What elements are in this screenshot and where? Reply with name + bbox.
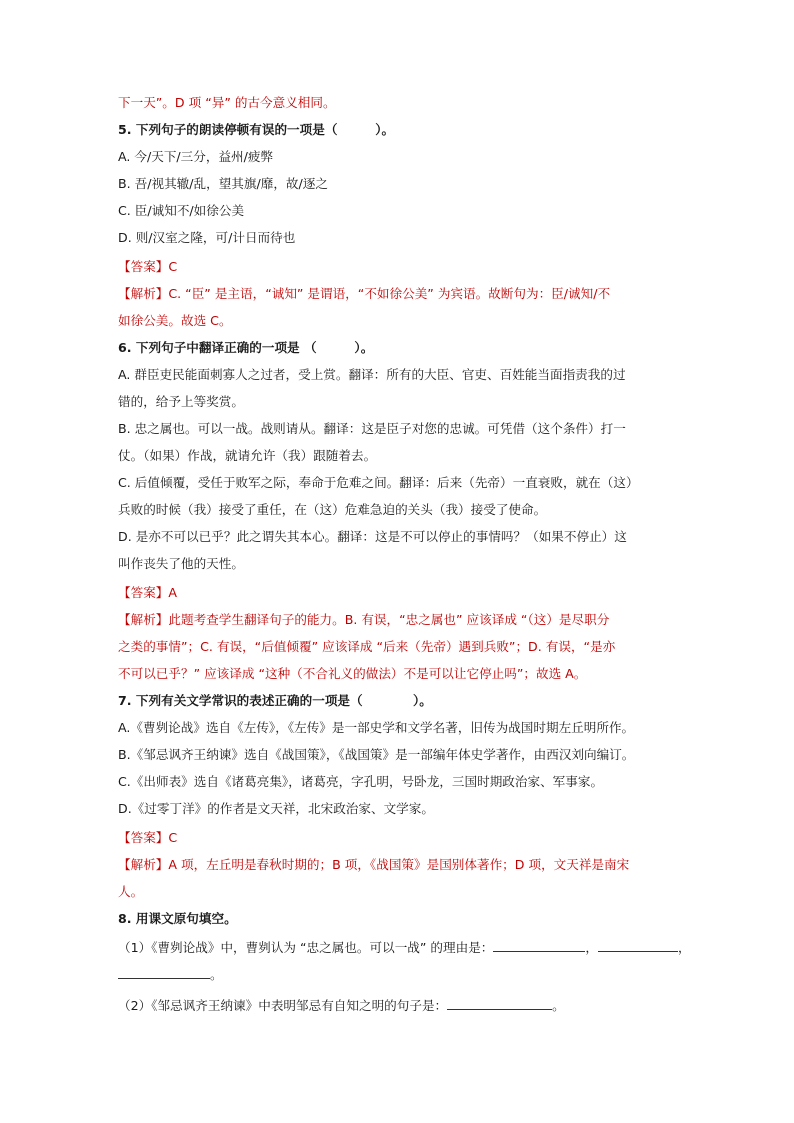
explanation-7-line2: 人。 bbox=[118, 884, 144, 899]
option-6b-line2: 仗。（如果）作战，就请允许（我）跟随着去。 bbox=[118, 448, 377, 463]
question-8: 8. 用课文原句填空。 bbox=[118, 911, 237, 926]
question-7: 7. 下列有关文学常识的表述正确的一项是（ ）。 bbox=[118, 693, 432, 708]
separator: ， bbox=[678, 940, 691, 955]
answer-5 bbox=[118, 257, 177, 277]
explanation-6-line1 bbox=[118, 610, 609, 630]
answer-value: A bbox=[168, 585, 177, 600]
option-6c-line2: 兵败的时候（我）接受了重任，在（这）危难急迫的关头（我）接受了使命。 bbox=[118, 502, 547, 517]
answer-blank[interactable] bbox=[447, 996, 552, 1010]
period: 。 bbox=[210, 967, 223, 982]
option-7d: D.《过零丁洋》的作者是文天祥，北宋政治家、文学家。 bbox=[118, 801, 434, 816]
answer-tag: 【答案】 bbox=[118, 259, 169, 274]
explanation-continuation: 下一天”。D 项 “异” 的古今意义相同。 bbox=[118, 95, 336, 110]
answer-tag: 【答案】 bbox=[118, 830, 169, 845]
fill-blank-8-2 bbox=[118, 996, 565, 1016]
explanation-7-line1 bbox=[118, 855, 629, 875]
explanation-tag: 【解析】 bbox=[118, 857, 169, 872]
explanation-6-line2: 之类的事情”；C. 有误，“后值倾覆” 应该译成 “后来（先帝）遇到兵败”；D. 有误，“是亦 bbox=[118, 639, 616, 654]
option-6b-line1: B. 忠之属也。可以一战。战则请从。翻译：这是臣子对您的忠诚。可凭借（这个条件）打一 bbox=[118, 421, 626, 436]
option-6c-line1: C. 后值倾覆，受任于败军之际，奉命于危难之间。翻译：后来（先帝）一直衰败，就在（这） bbox=[118, 475, 639, 490]
explanation-text: A 项，左丘明是春秋时期的；B 项，《战国策》是国别体著作；D 项，文天祥是南宋 bbox=[168, 857, 630, 872]
fill-blank-8-1-cont bbox=[118, 965, 223, 985]
explanation-6-line3: 不可以已乎？” 应该译成 “这种（不合礼义的做法）不是可以让它停止吗”；故选 A。 bbox=[118, 666, 587, 681]
answer-6 bbox=[118, 583, 177, 603]
answer-blank[interactable] bbox=[118, 965, 210, 979]
option-5d: D. 则/汉室之隆，可/计日而待也 bbox=[118, 230, 296, 245]
option-7b: B.《邹忌讽齐王纳谏》选自《战国策》，《战国策》是一部编年体史学著作，由西汉刘向编订。 bbox=[118, 747, 635, 762]
answer-tag: 【答案】 bbox=[118, 585, 169, 600]
option-7c: C.《出师表》选自《诸葛亮集》，诸葛亮，字孔明，号卧龙，三国时期政治家、军事家。 bbox=[118, 774, 604, 789]
separator: ， bbox=[585, 940, 598, 955]
answer-value: C bbox=[168, 259, 178, 274]
fill-blank-prompt: （2）《邹忌讽齐王纳谏》中表明邹忌有自知之明的句子是： bbox=[118, 998, 448, 1013]
explanation-5-line2: 如徐公美。故选 C。 bbox=[118, 313, 232, 328]
question-5: 5. 下列句子的朗读停顿有误的一项是（ ）。 bbox=[118, 122, 395, 137]
answer-value: C bbox=[168, 830, 178, 845]
answer-blank[interactable] bbox=[493, 938, 585, 952]
question-6: 6. 下列句子中翻译正确的一项是 （ ）。 bbox=[118, 340, 374, 355]
fill-blank-prompt: （1）《曹刿论战》中，曹刿认为 “忠之属也。可以一战” 的理由是： bbox=[118, 940, 494, 955]
option-7a: A.《曹刿论战》选自《左传》，《左传》是一部史学和文学名著，旧传为战国时期左丘明所作。 bbox=[118, 720, 635, 735]
explanation-tag: 【解析】 bbox=[118, 286, 169, 301]
option-6d-line2: 叫作丧失了他的天性。 bbox=[118, 556, 244, 571]
answer-7 bbox=[118, 828, 177, 848]
option-6a-line2: 错的，给予上等奖赏。 bbox=[118, 394, 244, 409]
option-5b: B. 吾/视其辙/乱，望其旗/靡，故/逐之 bbox=[118, 176, 328, 191]
explanation-5-line1 bbox=[118, 284, 610, 304]
period: 。 bbox=[552, 998, 565, 1013]
option-6a-line1: A. 群臣吏民能面刺寡人之过者，受上赏。翻译：所有的大臣、官吏、百姓能当面指责我的过 bbox=[118, 367, 626, 382]
option-5c: C. 臣/诚知不/如徐公美 bbox=[118, 203, 245, 218]
option-5a: A. 今/天下/三分，益州/疲弊 bbox=[118, 149, 274, 164]
explanation-tag: 【解析】 bbox=[118, 612, 169, 627]
explanation-text: 此题考查学生翻译句子的能力。B. 有误，“忠之属也” 应该译成 “（这）是尽职分 bbox=[168, 612, 610, 627]
option-6d-line1: D. 是亦不可以已乎？此之谓失其本心。翻译：这是不可以停止的事情吗？（如果不停止）这 bbox=[118, 529, 627, 544]
fill-blank-8-1 bbox=[118, 938, 691, 958]
answer-blank[interactable] bbox=[598, 938, 678, 952]
explanation-text: C. “臣” 是主语，“诚知” 是谓语，“不如徐公美” 为宾语。故断句为：臣/诚知/不 bbox=[168, 286, 611, 301]
